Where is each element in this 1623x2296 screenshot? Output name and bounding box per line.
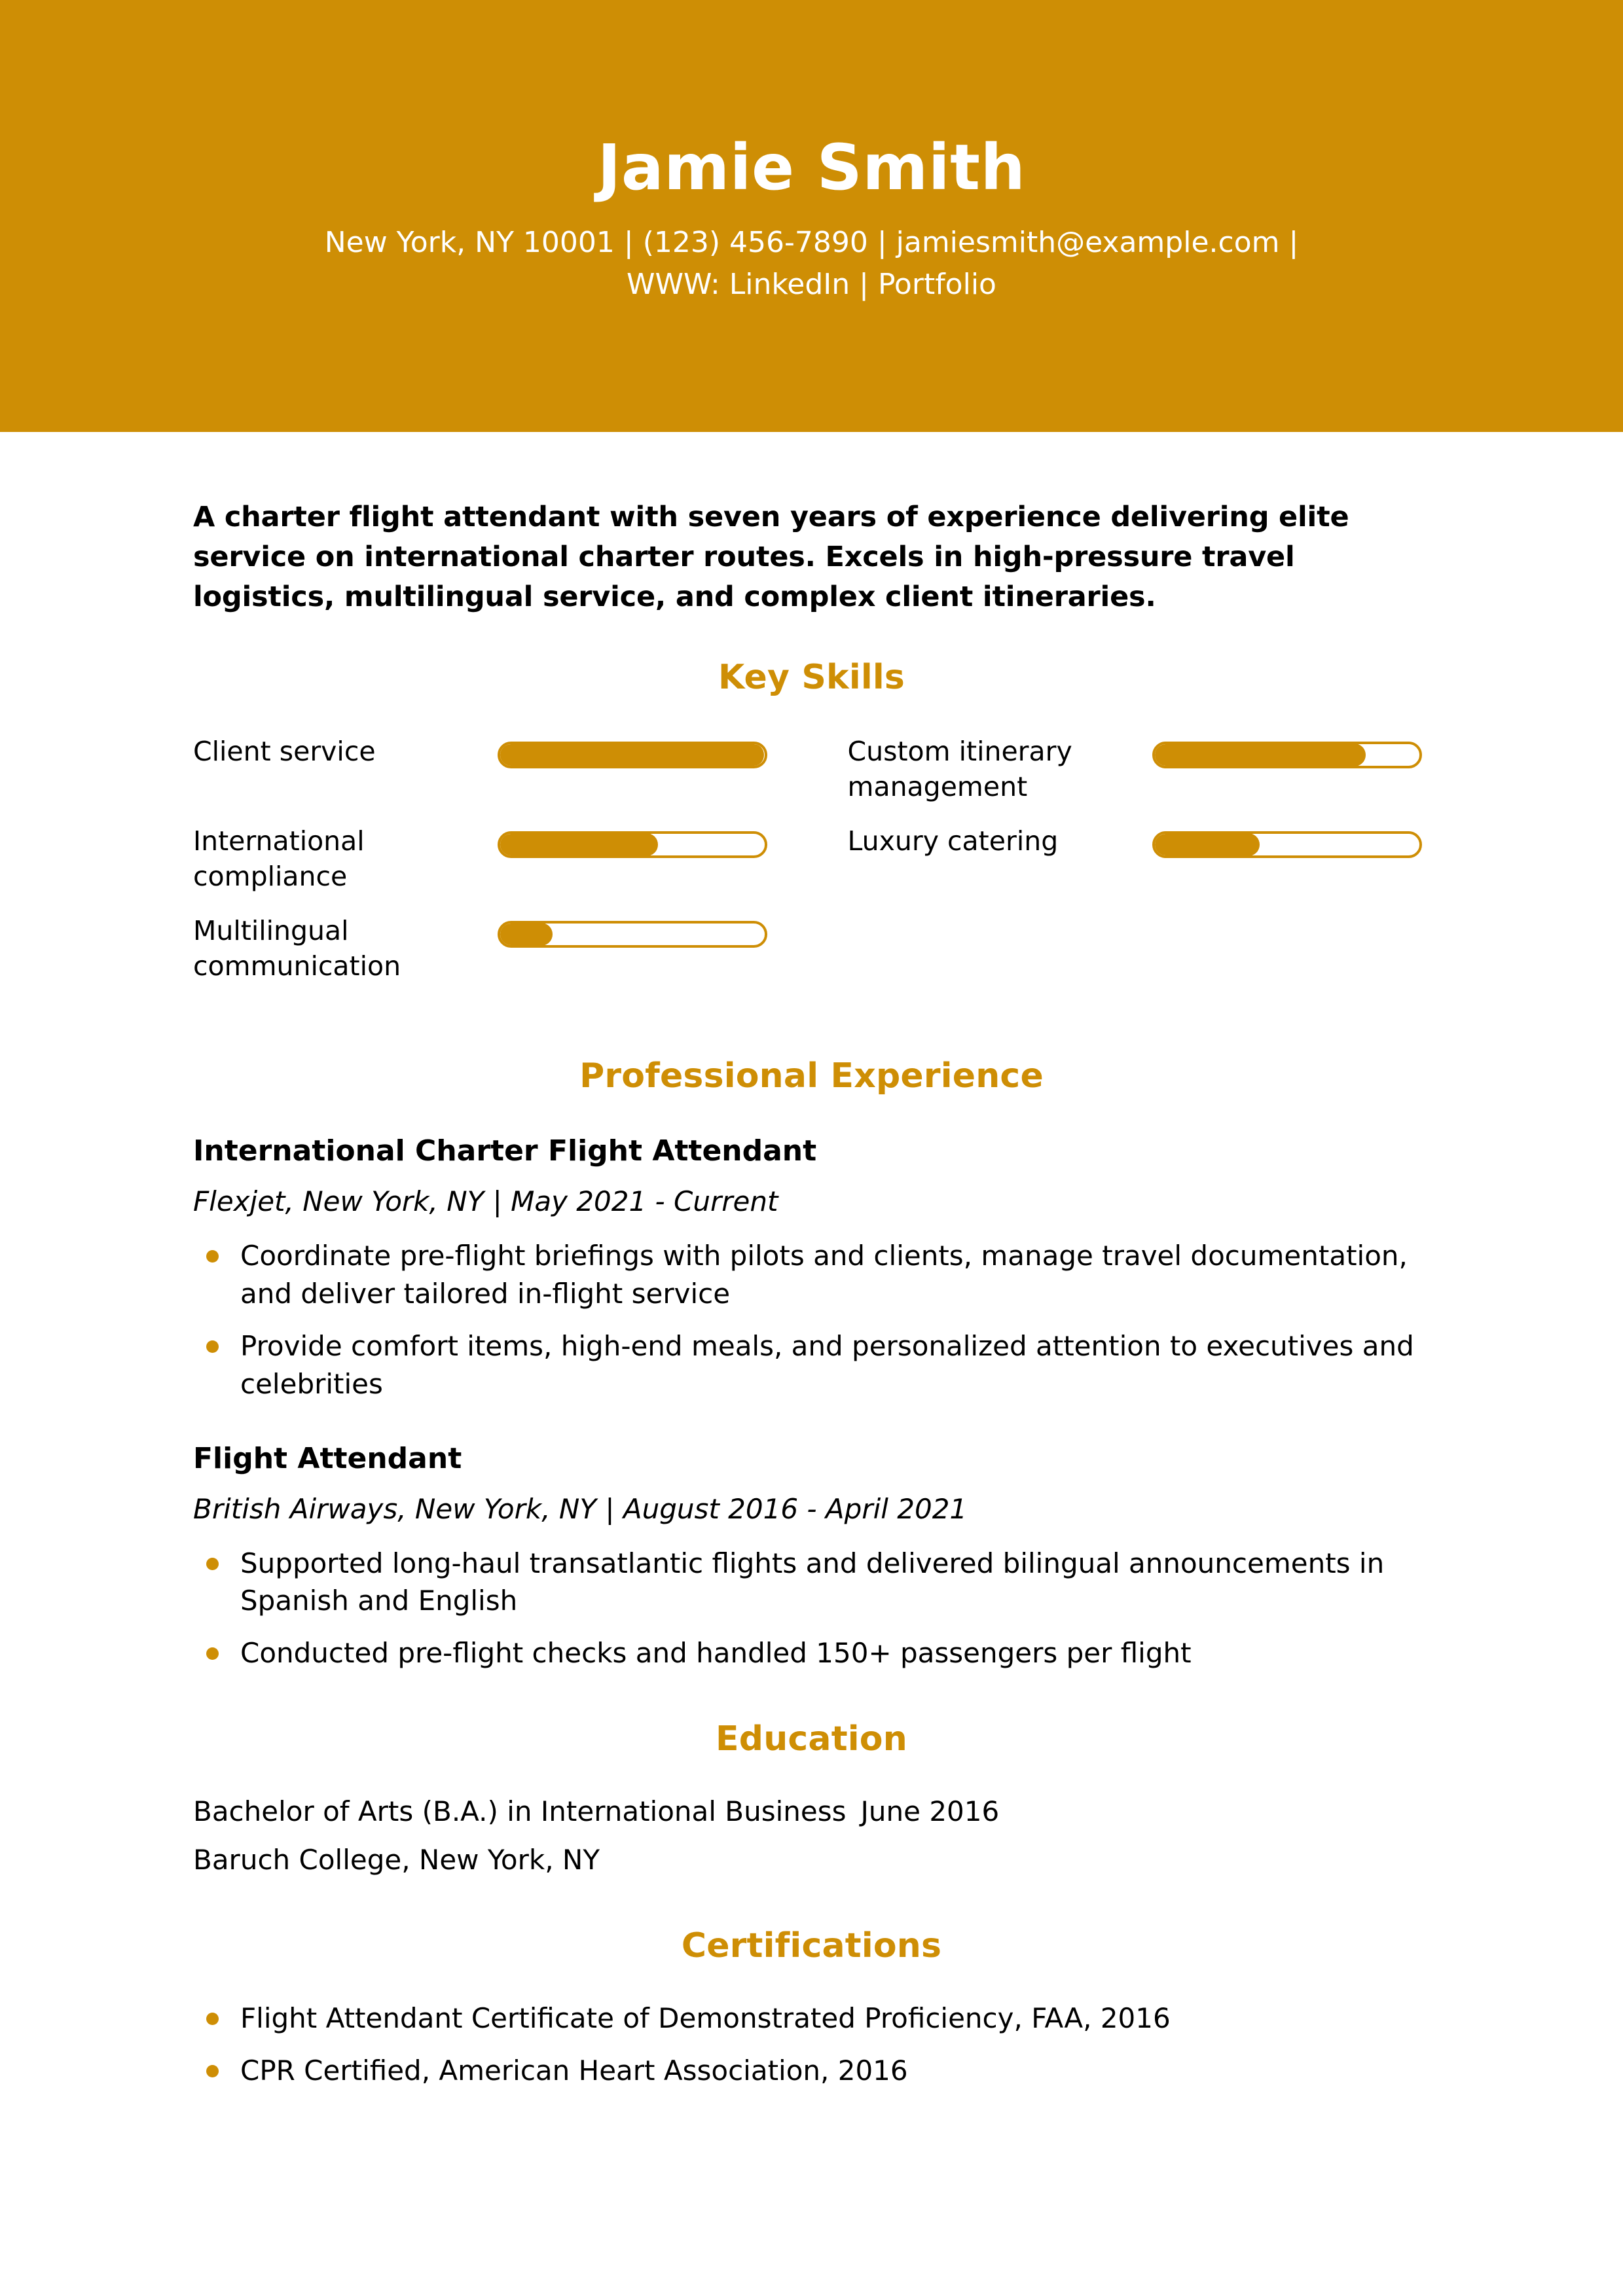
skill-row [848, 731, 1431, 821]
skill-meter-fill [1154, 833, 1260, 856]
resume-header-banner [0, 0, 1623, 432]
job-company-dates: British Airways, New York, NY | August 2016 - April 2021 [193, 1492, 968, 1525]
skill-meter [1152, 742, 1422, 768]
skill-meter-fill [500, 923, 553, 946]
list-item-text: CPR Certified, American Heart Association, 2016 [240, 2054, 908, 2087]
list-item [193, 2000, 1430, 2037]
list-item-text: Provide comfort items, high-end meals, and personalized attention to executives and celebrities [240, 1329, 1414, 1400]
job-responsibility-list [193, 1545, 1430, 1673]
education-degree: Bachelor of Arts (B.A.) in International Business [193, 1795, 847, 1828]
bullet-dot-icon [206, 2013, 219, 2025]
education-degree-row [193, 1793, 1430, 1831]
list-item-text: Supported long-haul transatlantic flights and delivered bilingual announcements in Spanish and English [240, 1547, 1385, 1617]
skill-label: Client service [193, 736, 376, 768]
certification-list [193, 2000, 1430, 2090]
list-item-text: Conducted pre-flight checks and handled 150+ passengers per flight [240, 1637, 1192, 1670]
list-item-text: Flight Attendant Certificate of Demonstrated Proficiency, FAA, 2016 [240, 2002, 1171, 2035]
skill-meter [498, 831, 767, 858]
education-school: Baruch College, New York, NY [193, 1844, 600, 1876]
bullet-dot-icon [206, 1558, 219, 1570]
bullet-dot-icon [206, 1250, 219, 1263]
skill-label: Custom itinerary management [847, 736, 1072, 803]
education-date: June 2016 [860, 1795, 1000, 1828]
skill-label: International compliance [193, 825, 365, 893]
contact-line-primary: New York, NY 10001 | (123) 456-7890 | jamiesmith@example.com | [324, 225, 1299, 259]
skill-row [193, 910, 776, 1000]
list-item [193, 1237, 1430, 1313]
skill-meter [498, 921, 767, 948]
experience-entry [193, 1132, 1430, 1403]
job-title: Flight Attendant [193, 1441, 462, 1475]
section-heading-certifications: Certifications [681, 1926, 942, 1966]
skill-label: Multilingual communication [193, 915, 401, 982]
professional-summary: A charter flight attendant with seven years of experience delivering elite service on international charter routes. Excels in high-pressure travel logistics, multilingual service, and complex client itineraries. [193, 501, 1349, 614]
job-company-dates: Flexjet, New York, NY | May 2021 - Current [193, 1185, 778, 1218]
skill-meter [1152, 831, 1422, 858]
section-heading-education: Education [716, 1719, 907, 1759]
skill-meter-fill [500, 744, 764, 766]
section-heading-professional-experience: Professional Experience [579, 1056, 1044, 1096]
job-title: International Charter Flight Attendant [193, 1134, 817, 1168]
skill-row [848, 821, 1431, 910]
education-entry [193, 1793, 1430, 1879]
contact-line-links: WWW: LinkedIn | Portfolio [627, 267, 996, 301]
bullet-dot-icon [206, 1647, 219, 1660]
list-item [193, 1545, 1430, 1621]
resume-body [0, 497, 1623, 2090]
section-heading-key-skills: Key Skills [718, 658, 905, 698]
skill-meter-fill [1154, 744, 1366, 766]
list-item-text: Coordinate pre-flight briefings with pilots and clients, manage travel documentation, and deliver tailored in-flight service [240, 1239, 1408, 1310]
bullet-dot-icon [206, 1340, 219, 1353]
skill-row [193, 821, 776, 910]
skill-meter-fill [500, 833, 658, 856]
bullet-dot-icon [206, 2065, 219, 2077]
skill-row [193, 731, 776, 821]
list-item [193, 1634, 1430, 1672]
certifications-block [193, 2000, 1430, 2090]
list-item [193, 1327, 1430, 1403]
skill-label: Luxury catering [847, 825, 1059, 857]
experience-entry [193, 1440, 1430, 1673]
job-responsibility-list [193, 1237, 1430, 1403]
page-title: Jamie Smith [597, 131, 1026, 204]
contact-info [325, 222, 1299, 306]
list-item [193, 2052, 1430, 2090]
key-skills-grid [193, 731, 1430, 1000]
skill-meter [498, 742, 767, 768]
